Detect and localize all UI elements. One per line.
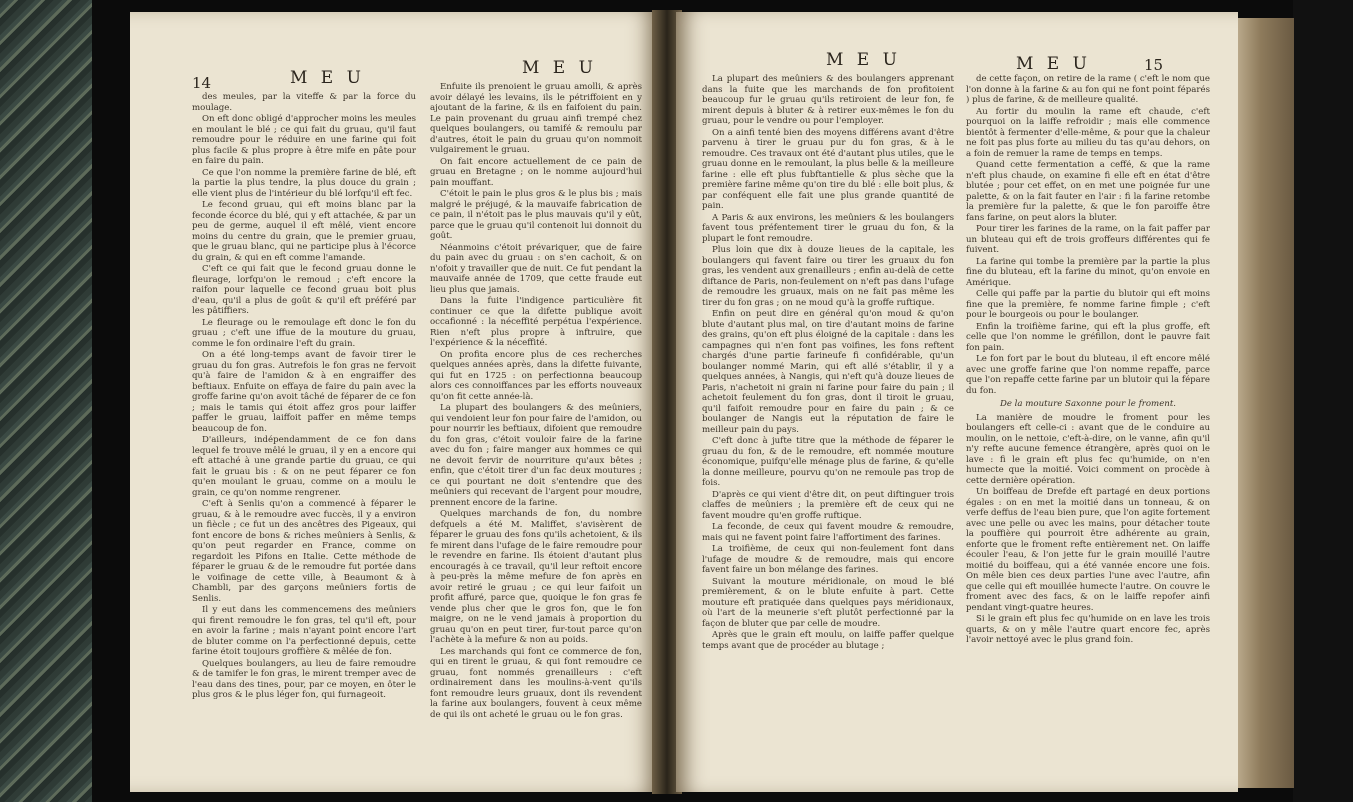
running-head: M E U — [826, 50, 901, 70]
paragraph: C'étoit le pain le plus gros & le plus bis ; mais malgré le préjugé, & la mauvaife fabrication de ce pain, il n'étoit pas le plus mauvais qu'il y eût, parce que le gruau qu'il contenoit lui donnoit du goût. — [430, 189, 642, 241]
paragraph: C'eft ce qui fait que le fecond gruau donne le fleurage, lorfqu'on le remoud ; c'eft encore la raifon pour laquelle ce fecond gruau boit plus d'eau, qu'il a plus de goût & qu'il eft préféré par les pâtiffiers. — [192, 264, 416, 316]
paragraph: La farine qui tombe la première par la partie la plus fine du bluteau, eft la farine du minot, qu'on envoie en Amérique. — [966, 256, 1210, 288]
paragraph: Dans la fuite l'indigence particulière fit continuer ce que la difette publique avoit occafionné : la néceffité perpétua l'expérience. Rien n'eft plus propre à inftruire, que l'expérience & la néceffité. — [430, 296, 642, 348]
right-page — [676, 12, 1238, 792]
paragraph: Néanmoins c'étoit prévariquer, que de faire du pain avec du gruau : on s'en cachoit, & on n'ofoit y travailler que de nuit. Ce fut pendant la mauvaife année de 1709, que cette fraude eut lieu plus que jamais. — [430, 242, 642, 295]
paragraph: C'eft à Senlis qu'on a commencé à féparer le gruau, & à le remoudre avec fuccès, il y a environ un fiècle ; ce fut un des ancêtres des Pigeaux, qui font encore de bons & riches meûniers à Senlis, & qu'on peut regarder en France, comme on regardoit les Pifons en Italie. Cette méthode de féparer le gruau & de le remoudre fut portée dans le voifinage de cette ville, à Beaumont & à Chambli, par des garçons meûniers fortis de Senlis. — [192, 499, 416, 604]
paragraph: C'eft donc à jufte titre que la méthode de féparer le gruau du fon, & de le remoudre, eft nommée mouture économique, puifqu'elle ménage plus de farine, & qu'elle la donne meilleure, pourvu qu'on ne remoule pas trop de fois. — [702, 436, 954, 488]
paragraph: Le fecond gruau, qui eft moins blanc par la feconde écorce du blé, qui y eft attachée, & par un peu de germe, auquel il eft mêlé, vient encore moins du centre du grain, que le premier gruau, que le gruau blanc, qui ne participe plus à l'écorce du grain, & qui en eft comme l'amande. — [192, 200, 416, 263]
page-number: 15 — [1144, 56, 1164, 74]
running-head: M E U — [522, 58, 597, 78]
paragraph: Enfin la troifième farine, qui eft la plus groffe, eft celle que l'on nomme le gréfillon, dont le pauvre fait fon pain. — [966, 321, 1210, 353]
paragraph: On a été long-temps avant de favoir tirer le gruau du fon gras. Autrefois le fon gras ne fervoit qu'à faire de l'amidon & à en engraiffer des beftiaux. Enfuite on effaya de faire du pain avec la groffe farine qu'on avoit tâché de féparer de ce fon ; mais le tamis qui étoit affez gros pour laiffer paffer le gruau, laiffoit paffer en même temps beaucoup de fon. — [192, 350, 416, 434]
page-edges-right — [1238, 18, 1294, 788]
left-column-1 — [192, 92, 416, 702]
paragraph: Le fon fort par le bout du bluteau, il eft encore mêlé avec une groffe farine que l'on nomme repaffe, parce que l'on repaffe cette farine par un blutoir qui la fépare du fon. — [966, 354, 1210, 396]
left-column-2 — [430, 82, 642, 720]
right-column-1 — [702, 74, 954, 724]
paragraph: Enfin on peut dire en général qu'on moud & qu'on blute d'autant plus mal, on tire d'autant moins de farine des grains, qu'on eft plus éloigné de la capitale : dans les campagnes qui n'en font pas voifines, les fons reftent chargés d'une partie farineufe fi confidérable, qu'un boulanger nommé Marin, qui eft allé s'établir, il y a quelques années, à Nangis, qui n'eft qu'à douze lieues de Paris, n'achetoit ni grain ni farine pour faire du pain ; il achetoit feulement du fon gras, dont il tiroit le gruau, qu'il faifoit remoudre pour en faire du pain ; & ce boulanger de Nangis eut la réputation de faire le meilleur pain du pays. — [702, 309, 954, 435]
paragraph: Suivant la mouture méridionale, on moud le blé premièrement, & on le blute enfuite à part. Cette mouture eft pratiquée dans quelques pays méridionaux, où l'art de la meunerie s'eft plutôt perfectionné par la façon de bluter que par celle de moudre. — [702, 576, 954, 629]
paragraph: Après que le grain eft moulu, on laiffe paffer quelque temps avant que de procéder au blutage ; — [702, 630, 954, 651]
paragraph: La troifième, de ceux qui non-feulement font dans l'ufage de moudre & de remoudre, mais qui encore favent faire un bon mélange des farines. — [702, 544, 954, 575]
paragraph: On fait encore actuellement de ce pain de gruau en Bretagne ; on le nomme aujourd'hui pain mouffant. — [430, 156, 642, 188]
running-head: M E U — [290, 68, 365, 88]
book-cover-right — [1293, 0, 1353, 802]
paragraph: Quand cette fermentation a ceffé, & que la rame n'eft plus chaude, on examine fi elle eft en état d'être blutée ; pour cet effet, on en met une poignée fur une palette, & on la fait fauter en l'air : fi la farine retombe la première fur la palette, & que le fon paroiffe être fans farine, on peut alors la bluter. — [966, 160, 1210, 223]
paragraph: Enfuite ils prenoient le gruau amolli, & après avoir délayé les levains, ils le pétriffoient en y ajoutant de la farine, & ils en faifoient du pain. Le pain provenant du gruau ainfi trempé chez quelques boulangers, ou tamifé & remoulu par d'autres, étoit le pain du gruau qu'on nommoit vulgairement le gruau. — [430, 82, 642, 155]
paragraph: Ce que l'on nomme la première farine de blé, eft la partie la plus tendre, la plus douce du grain ; elle vient plus de l'intérieur du blé lorfqu'il eft fec. — [192, 167, 416, 199]
paragraph: D'après ce qui vient d'être dit, on peut diftinguer trois claffes de meûniers ; la première eft de ceux qui ne favent moudre qu'en groffe ruftique. — [702, 489, 954, 521]
paragraph: Celle qui paffe par la partie du blutoir qui eft moins fine que la première, fe nomme farine fimple ; c'eft pour le bourgeois ou pour le boulanger. — [966, 289, 1210, 320]
paragraph: Plus loin que dix à douze lieues de la capitale, les boulangers qui favent faire ou tirer les gruaux du fon gras, les vendent aux grenailleurs ; enfin au-delà de cette diftance de Paris, non-feulement on n'eft pas dans l'ufage de remoudre les gruaux, mais on ne fait pas même les tirer du fon gras ; on ne moud qu'à la groffe ruftique. — [702, 245, 954, 308]
paragraph: La manière de moudre le froment pour les boulangers eft celle-ci : avant que de le conduire au moulin, on le nettoie, c'eft-à-dire, on le vanne, afin qu'il n'y refte aucune femence étrangère, après quoi on le lave : fi le grain eft plus fec qu'humide, on n'en humecte que la moitié. Voici comment on procède à cette dernière opération. — [966, 412, 1210, 486]
paragraph: Quelques marchands de fon, du nombre defquels a été M. Maliffet, s'avisèrent de féparer le gruau des fons qu'ils achetoient, & ils fe mirent dans l'ufage de le faire remoudre pour le revendre en farine. Ils étoient d'autant plus encouragés à ce travail, qu'il leur reftoit encore à peu-près la même mefure de fon après en avoir retiré le gruau ; ce qui leur faifoit un profit affuré, parce que, quoique le fon gras fe vende plus cher que le gros fon, que le fon maigre, on ne le vend jamais à proportion du gruau qu'on en peut tirer, fur-tout parce qu'on l'achète à la mefure & non au poids. — [430, 509, 642, 645]
section-heading: De la mouture Saxonne pour le froment. — [999, 399, 1177, 409]
page-number: 14 — [192, 74, 212, 92]
paragraph: La feconde, de ceux qui favent moudre & remoudre, mais qui ne favent point faire l'affortiment des farines. — [702, 522, 954, 543]
paragraph: On eft donc obligé d'approcher moins les meules en moulant le blé ; ce qui fait du gruau, qu'il faut remoudre pour le réduire en une farine qui foit plus facile & plus propre à être mife en pâte pour en faire du pain. — [192, 114, 416, 166]
paragraph: Si le grain eft plus fec qu'humide on en lave les trois quarts, & on y mêle l'autre quart encore fec, après l'avoir nettoyé avec le plus grand foin. — [966, 614, 1210, 645]
paragraph: Un boiffeau de Drefde eft partagé en deux portions égales : on en met la moitié dans un tonneau, & on verfe deffus de l'eau bien pure, que l'on agite fortement avec une pelle ou avec les mains, pour détacher toute la pouffière qui pourroit être adhérente au grain, enforte que le froment refte entièrement net. On laiffe écouler l'eau, & l'on jette fur le grain mouillé l'autre moitié du boiffeau, qui a été vannée encore une fois. On mêle bien ces deux parties l'une avec l'autre, afin que celle qui eft mouillée humecte l'autre. On couvre le froment avec des facs, & on le laiffe repofer ainfi pendant vingt-quatre heures. — [966, 487, 1210, 613]
paragraph: Au fortir du moulin la rame eft chaude, c'eft pourquoi on la laiffe refroidir ; mais elle commence bientôt à fermenter d'elle-même, & pour que la chaleur ne foit pas plus forte au milieu du tas qu'au dehors, on a foin de remuer la rame de temps en temps. — [966, 106, 1210, 159]
book-cover-left — [0, 0, 92, 802]
paragraph: des meules, par la viteffe & par la force du moulage. — [192, 92, 416, 113]
paragraph: On profita encore plus de ces recherches quelques années après, dans la difette fuivante, qui fut en 1725 : on perfectionna beaucoup alors ces connoiffances par les efforts nouveaux qu'on fit cette année-là. — [430, 349, 642, 402]
paragraph: de cette façon, on retire de la rame ( c'eft le nom que l'on donne à la farine & au fon qui ne font point féparés ) plus de farine, & de meilleure qualité. — [966, 74, 1210, 105]
paragraph: La plupart des boulangers & des meûniers, qui vendoient leur fon pour faire de l'amidon, ou pour nourrir les beftiaux, difoient que remoudre du fon gras, c'étoit vouloir faire de la farine avec du fon ; faire manger aux hommes ce qui ne devoit fervir de nourriture qu'aux bêtes ; enfin, que c'étoit tirer d'un fac deux moutures ; ce qui pourtant ne doit s'entendre que des meûniers qui recevant de l'argent pour moudre, prennent encore de la farine. — [430, 403, 642, 508]
paragraph: A Paris & aux environs, les meûniers & les boulangers favent tous préfentement tirer le gruau du fon, & la plupart le font remoudre. — [702, 212, 954, 244]
paragraph: On a ainfi tenté bien des moyens différens avant d'être parvenu à tirer le gruau pur du fon gras, & à le remoudre. Ces travaux ont été d'autant plus utiles, que le gruau donne en le remoulant, la plus belle & la meilleure farine : elle eft plus fubftantielle & plus sèche que la première farine même qu'on tire du blé : elle boit plus, & par conféquent elle fait une plus grande quantité de pain. — [702, 127, 954, 211]
paragraph: Pour tirer les farines de la rame, on la fait paffer par un bluteau qui eft de trois groffeurs différentes qui fe fuivent. — [966, 224, 1210, 255]
paragraph: Il y eut dans les commencemens des meûniers qui firent remoudre le fon gras, tel qu'il eft, pour en avoir la farine ; mais n'ayant point encore l'art de bluter comme on l'a perfectionné depuis, cette farine étoit toujours groffière & mêlée de fon. — [192, 605, 416, 657]
paragraph: Quelques boulangers, au lieu de faire remoudre & de tamifer le fon gras, le mirent tremper avec de l'eau dans des tines, pour, par ce moyen, en ôter le plus gros & le plus léger fon, qui furnageoit. — [192, 658, 416, 700]
paragraph: Le fleurage ou le remoulage eft donc le fon du gruau ; c'eft une iffue de la mouture du gruau, comme le fon ordinaire l'eft du grain. — [192, 317, 416, 349]
left-page — [130, 12, 658, 792]
paragraph: Les marchands qui font ce commerce de fon, qui en tirent le gruau, & qui font remoudre ce gruau, font nommés grenailleurs : c'eft ordinairement dans les moulins-à-vent qu'ils font remoudre leurs gruaux, dont ils revendent la farine aux boulangers, fouvent à ceux même de qui ils ont acheté le gruau ou le fon gras. — [430, 646, 642, 720]
right-column-2 — [966, 74, 1210, 724]
paragraph: D'ailleurs, indépendamment de ce fon dans lequel fe trouve mêlé le gruau, il y en a encore qui eft attaché à une grande partie du gruau, ce qui fait le gruau bis : & on ne peut féparer ce fon qu'en moulant le gruau, comme on a moulu le grain, ce qu'on nomme rengrener. — [192, 435, 416, 498]
running-head: M E U — [1016, 54, 1091, 74]
paragraph: La plupart des meûniers & des boulangers apprenant dans la fuite que les marchands de fon profitoient beaucoup fur le gruau qu'ils retiroient de leur fon, fe mirent depuis à bluter & à retirer eux-mêmes le fon du gruau, pour le vendre ou pour l'employer. — [702, 74, 954, 126]
